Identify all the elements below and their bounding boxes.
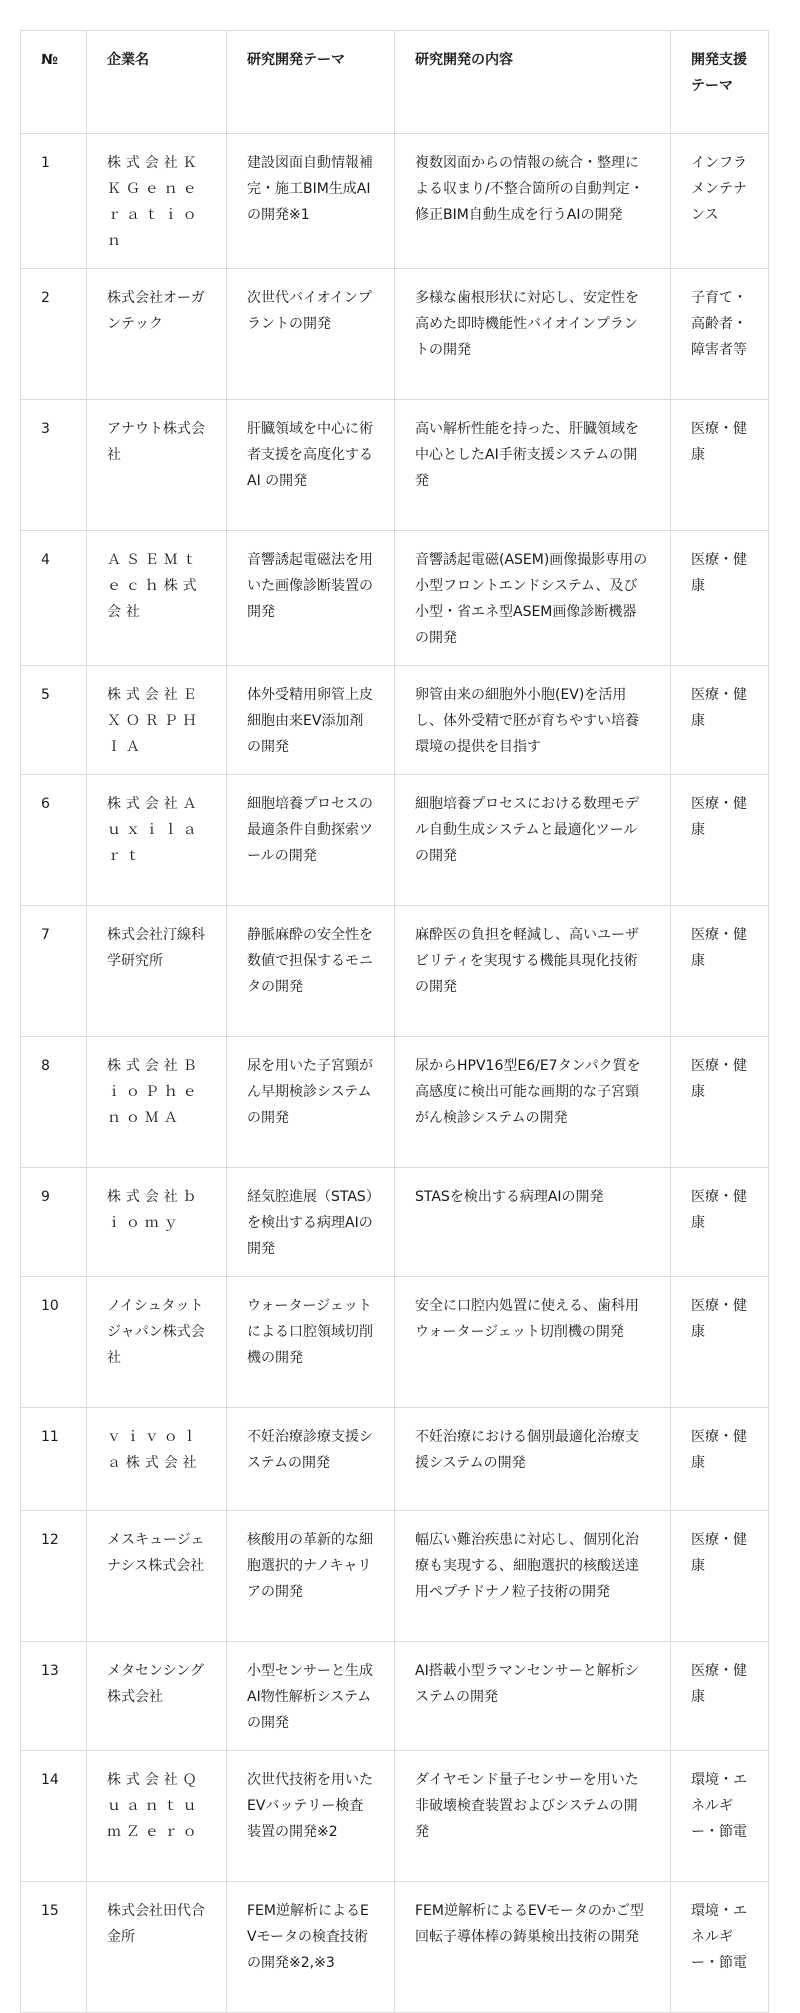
cell-company: 株式会社オーガンテック (87, 269, 227, 400)
cell-field: 医療・健康 (671, 906, 769, 1037)
cell-content: 高い解析性能を持った、肝臓領域を中心としたAI手術支援システムの開発 (395, 400, 671, 531)
cell-company: ｖｉｖｏｌａ株式会社 (87, 1408, 227, 1511)
cell-company: メスキュージェナシス株式会社 (87, 1511, 227, 1642)
table-row (21, 1511, 769, 1642)
cell-theme: 不妊治療診療支援システムの開発 (227, 1408, 395, 1511)
rd-projects-table (20, 30, 769, 2013)
table-row (21, 906, 769, 1037)
table-row (21, 269, 769, 400)
cell-no: 6 (21, 775, 87, 906)
cell-company: ノイシュタットジャパン株式会社 (87, 1277, 227, 1408)
cell-field: 医療・健康 (671, 400, 769, 531)
table-row (21, 1277, 769, 1408)
cell-theme: 次世代技術を用いたEVバッテリー検査装置の開発※2 (227, 1751, 395, 1882)
cell-field: 医療・健康 (671, 775, 769, 906)
cell-field: 医療・健康 (671, 1408, 769, 1511)
cell-field: 医療・健康 (671, 1037, 769, 1168)
table-row (21, 400, 769, 531)
cell-theme: 尿を用いた子宮頸がん早期検診システムの開発 (227, 1037, 395, 1168)
cell-company: 株式会社田代合金所 (87, 1882, 227, 2013)
cell-company: 株式会社ＥＸＯＲＰＨＩＡ (87, 666, 227, 775)
table-row (21, 1168, 769, 1277)
table-row (21, 531, 769, 666)
cell-field: 環境・エネルギー・節電 (671, 1751, 769, 1882)
cell-theme: ウォータージェットによる口腔領域切削機の開発 (227, 1277, 395, 1408)
cell-field: 子育て・高齢者・障害者等 (671, 269, 769, 400)
header-theme: 研究開発テーマ (227, 31, 395, 134)
cell-theme: 建設図面自動情報補完・施工BIM生成AIの開発※1 (227, 134, 395, 269)
cell-theme: 細胞培養プロセスの最適条件自動探索ツールの開発 (227, 775, 395, 906)
cell-no: 8 (21, 1037, 87, 1168)
cell-field: 医療・健康 (671, 666, 769, 775)
cell-content: 複数図面からの情報の統合・整理による収まり/不整合箇所の自動判定・修正BIM自動生成を行うAIの開発 (395, 134, 671, 269)
header-no: № (21, 31, 87, 134)
cell-content: 卵管由来の細胞外小胞(EV)を活用し、体外受精で胚が育ちやすい培養環境の提供を目指す (395, 666, 671, 775)
cell-content: 麻酔医の負担を軽減し、高いユーザビリティを実現する機能具現化技術の開発 (395, 906, 671, 1037)
cell-theme: 経気腔進展（STAS）を検出する病理AIの開発 (227, 1168, 395, 1277)
cell-no: 1 (21, 134, 87, 269)
cell-theme: 小型センサーと生成AI物性解析システムの開発 (227, 1642, 395, 1751)
header-company: 企業名 (87, 31, 227, 134)
table-row (21, 1642, 769, 1751)
cell-field: 医療・健康 (671, 1277, 769, 1408)
table-row (21, 1751, 769, 1882)
cell-content: 安全に口腔内処置に使える、歯科用ウォータージェット切削機の開発 (395, 1277, 671, 1408)
cell-company: 株式会社ＢｉｏＰｈｅｎｏＭＡ (87, 1037, 227, 1168)
cell-field: 医療・健康 (671, 1511, 769, 1642)
table-body (21, 134, 769, 2013)
cell-content: 多様な歯根形状に対応し、安定性を高めた即時機能性バイオインプラントの開発 (395, 269, 671, 400)
cell-theme: 静脈麻酔の安全性を数値で担保するモニタの開発 (227, 906, 395, 1037)
cell-no: 15 (21, 1882, 87, 2013)
cell-company: 株式会社ＫＫＧｅｎｅｒａｔｉｏｎ (87, 134, 227, 269)
cell-field: 医療・健康 (671, 1642, 769, 1751)
cell-company: 株式会社汀線科学研究所 (87, 906, 227, 1037)
cell-content: AI搭載小型ラマンセンサーと解析システムの開発 (395, 1642, 671, 1751)
table-row (21, 1882, 769, 2013)
table-row (21, 134, 769, 269)
cell-no: 5 (21, 666, 87, 775)
cell-no: 10 (21, 1277, 87, 1408)
header-content: 研究開発の内容 (395, 31, 671, 134)
cell-theme: 体外受精用卵管上皮細胞由来EV添加剤の開発 (227, 666, 395, 775)
cell-content: STASを検出する病理AIの開発 (395, 1168, 671, 1277)
table-header-row (21, 31, 769, 134)
cell-theme: 肝臓領域を中心に術者支援を高度化するAI の開発 (227, 400, 395, 531)
cell-company: メタセンシング株式会社 (87, 1642, 227, 1751)
table-row (21, 666, 769, 775)
header-field: 開発支援テーマ (671, 31, 769, 134)
cell-no: 2 (21, 269, 87, 400)
cell-theme: FEM逆解析によるEVモータの検査技術の開発※2,※3 (227, 1882, 395, 2013)
cell-field: 医療・健康 (671, 1168, 769, 1277)
cell-theme: 核酸用の革新的な細胞選択的ナノキャリアの開発 (227, 1511, 395, 1642)
cell-company: 株式会社ｂｉｏｍｙ (87, 1168, 227, 1277)
cell-content: 幅広い難治疾患に対応し、個別化治療も実現する、細胞選択的核酸送達用ペプチドナノ粒子技術の開発 (395, 1511, 671, 1642)
table-row (21, 1037, 769, 1168)
cell-theme: 次世代バイオインプラントの開発 (227, 269, 395, 400)
cell-no: 4 (21, 531, 87, 666)
cell-theme: 音響誘起電磁法を用いた画像診断装置の開発 (227, 531, 395, 666)
cell-content: 音響誘起電磁(ASEM)画像撮影専用の小型フロントエンドシステム、及び小型・省エネ型ASEM画像診断機器の開発 (395, 531, 671, 666)
cell-no: 7 (21, 906, 87, 1037)
table-row (21, 775, 769, 906)
cell-no: 14 (21, 1751, 87, 1882)
cell-field: 医療・健康 (671, 531, 769, 666)
cell-field: インフラメンテナンス (671, 134, 769, 269)
cell-content: 不妊治療における個別最適化治療支援システムの開発 (395, 1408, 671, 1511)
cell-no: 3 (21, 400, 87, 531)
cell-no: 9 (21, 1168, 87, 1277)
cell-company: 株式会社ＱｕａｎｔｕｍＺｅｒｏ (87, 1751, 227, 1882)
cell-no: 12 (21, 1511, 87, 1642)
cell-content: ダイヤモンド量子センサーを用いた非破壊検査装置およびシステムの開発 (395, 1751, 671, 1882)
cell-content: 尿からHPV16型E6/E7タンパク質を高感度に検出可能な画期的な子宮頸がん検診システムの開発 (395, 1037, 671, 1168)
cell-no: 13 (21, 1642, 87, 1751)
cell-company: ＡＳＥＭｔｅｃｈ株式会社 (87, 531, 227, 666)
cell-company: アナウト株式会社 (87, 400, 227, 531)
cell-content: 細胞培養プロセスにおける数理モデル自動生成システムと最適化ツールの開発 (395, 775, 671, 906)
cell-company: 株式会社Ａｕｘｉｌａｒｔ (87, 775, 227, 906)
table-row (21, 1408, 769, 1511)
cell-field: 環境・エネルギー・節電 (671, 1882, 769, 2013)
cell-no: 11 (21, 1408, 87, 1511)
cell-content: FEM逆解析によるEVモータのかご型回転子導体棒の鋳巣検出技術の開発 (395, 1882, 671, 2013)
